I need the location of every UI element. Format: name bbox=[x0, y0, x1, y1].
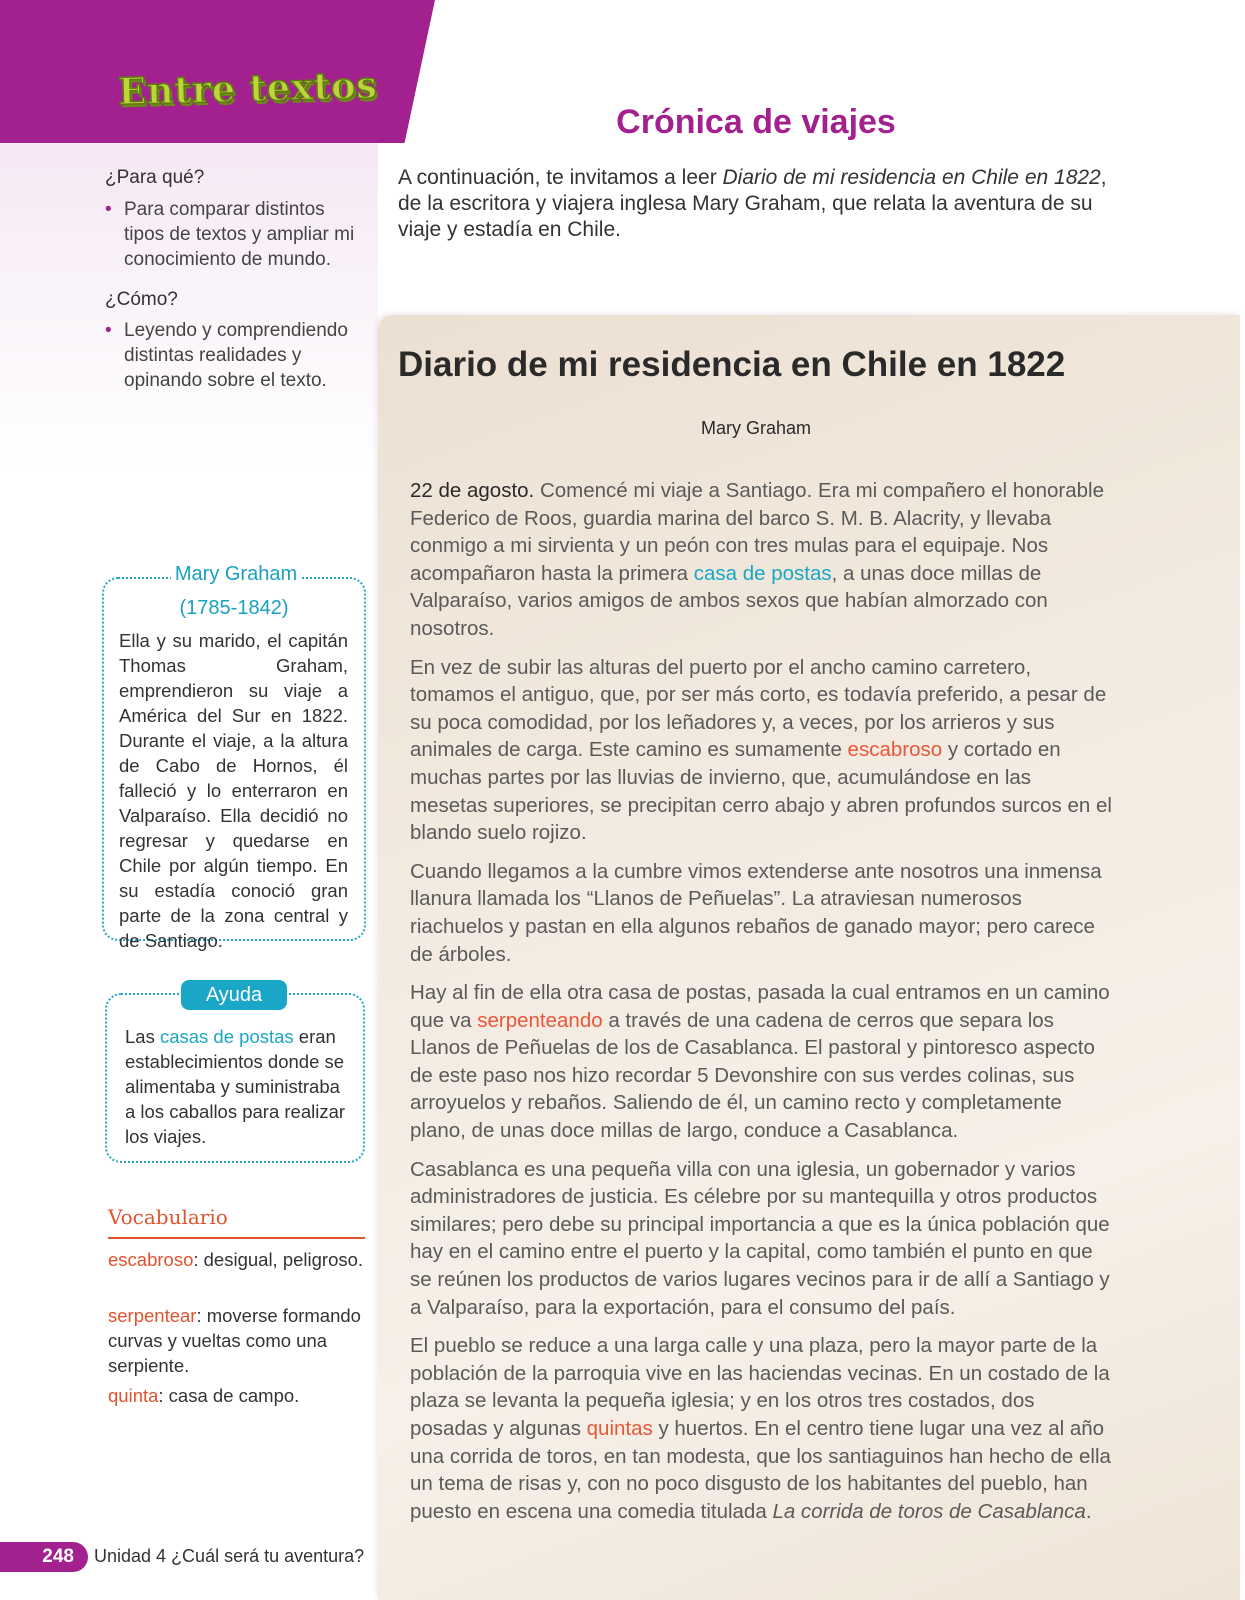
diary-paragraph: Cuando llegamos a la cumbre vimos extenderse ante nosotros una inmensa llanura llamada los “Llanos de Peñuelas”. La atraviesan numerosos riachuelos y pastan en ella algunos rebaños de ganado mayor; pero carece de árboles. bbox=[410, 859, 1102, 966]
bio-name: Mary Graham bbox=[106, 563, 366, 586]
diary-paragraph: Casablanca es una pequeña villa con una iglesia, un gobernador y varios administradores de justicia. Es célebre por su mantequilla y otros productos similares; pero debe su principal importancia a que es la única población que hay en el camino entre el puerto y la capital, como también el punto en que se reúnen los productos de varios lugares vecinos para ir de allí a Santiago y a Valparaíso, para la exportación, para el consumo del país. bbox=[410, 1157, 1110, 1319]
unit-label: Unidad 4 bbox=[94, 1546, 167, 1566]
diary-body bbox=[410, 477, 1114, 1536]
diary-paragraph: Hay al fin de ella otra casa de postas, pasada la cual entramos en un camino que va serpenteando a través de una cadena de cerros que separa los Llanos de Peñuelas de los de Casablanca. El pastoral y pintoresco aspecto de este paso nos hizo recordar 5 Devonshire con sus verdes colinas, sus arroyuelos y rebaños. Saliendo de él, un camino recto y completamente plano, de unas doce millas de largo, conduce a Casablanca. bbox=[410, 981, 1110, 1143]
diary-title: Diario de mi residencia en Chile en 1822 bbox=[398, 345, 1066, 384]
section-brand: Entre textos bbox=[117, 62, 378, 114]
vocabulary-title: Vocabulario bbox=[108, 1205, 228, 1229]
diary-author: Mary Graham bbox=[700, 418, 812, 438]
vocab-term: escabroso bbox=[108, 1249, 194, 1270]
vocab-highlight: serpenteando bbox=[477, 1008, 603, 1032]
purpose-list bbox=[105, 197, 365, 272]
page-number: 248 bbox=[0, 1542, 88, 1572]
help-text: Las casas de postas eran establecimientos donde se alimentaba y suministraba a los caballos para realizar los viajes. bbox=[125, 1026, 346, 1147]
diary-paragraph: 22 de agosto. Comencé mi viaje a Santiago. Era mi compañero el honorable Federico de Roos, guardia marina del barco S. M. B. Alacrity, y llevaba conmigo a mi sirvienta y un peón con tres mulas para el equipaje. Nos acompañaron hasta la primera casa de postas, a unas doce millas de Valparaíso, varios amigos de ambos sexos que habían almorzado con nosotros. bbox=[410, 479, 1104, 640]
play-title: La corrida de toros de Casablanca bbox=[772, 1499, 1086, 1523]
diary-paragraph: El pueblo se reduce a una larga calle y una plaza, pero la mayor parte de la población de la parroquia vive en las haciendas vecinas. En un costado de la plaza se levanta la pequeña iglesia; y en los otros tres costados, dos posadas y algunas quintas y huertos. En el centro tiene lugar una vez al año una corrida de toros, en tan modesta, que los santiaguinos han hecho de ella un tema de risas y, con no poco disgusto de los habitantes del pueblo, han puesto en escena una comedia titulada La corrida de toros de Casablanca. bbox=[410, 1334, 1111, 1523]
bullet-icon: • bbox=[105, 199, 112, 220]
vocab-item: escabroso: desigual, peligroso. bbox=[108, 1249, 364, 1270]
vocab-item: serpentear: moverse formando curvas y vueltas como una serpiente. bbox=[108, 1305, 361, 1376]
intro-paragraph: A continuación, te invitamos a leer Diario de mi residencia en Chile en 1822, de la escritora y viajera inglesa Mary Graham, que relata la aventura de su viaje y estadía en Chile. bbox=[398, 166, 1107, 241]
vocabulary-divider bbox=[108, 1237, 365, 1239]
vocab-term: serpentear bbox=[108, 1305, 197, 1326]
vocab-term: quinta bbox=[108, 1385, 159, 1406]
page-title: Crónica de viajes bbox=[616, 103, 896, 141]
bio-years: (1785-1842) bbox=[179, 597, 289, 619]
diary-date: 22 de agosto. bbox=[410, 479, 535, 502]
purpose-item: • Para comparar distintos tipos de textos y ampliar mi conocimiento de mundo. bbox=[105, 199, 355, 270]
intro-book-title: Diario de mi residencia en Chile en 1822 bbox=[722, 166, 1101, 189]
vocab-highlight: escabroso bbox=[847, 738, 943, 762]
help-term: casas de postas bbox=[159, 1026, 294, 1047]
purpose-question: ¿Para qué? bbox=[105, 167, 205, 188]
how-question: ¿Cómo? bbox=[105, 289, 178, 310]
how-item: • Leyendo y comprendiendo distintas realidades y opinando sobre el texto. bbox=[105, 320, 348, 391]
unit-title: ¿Cuál será tu aventura? bbox=[171, 1546, 365, 1566]
vocab-highlight: quintas bbox=[586, 1417, 653, 1440]
footer-unit bbox=[94, 1546, 364, 1567]
how-list bbox=[105, 318, 365, 393]
help-badge: Ayuda bbox=[181, 980, 287, 1010]
diary-paragraph: En vez de subir las alturas del puerto por el ancho camino carretero, tomamos el antiguo, que, por ser más corto, es todavía preferido, a pesar de su poca comodidad, por los leñadores y, a veces, por los arrieros y sus animales de carga. Este camino es sumamente escabroso y cortado en muchas partes por las lluvias de invierno, que, acumulándose en las mesetas superiores, se precipitan cerro abajo y abren profundos surcos en el blando suelo rojizo. bbox=[410, 655, 1112, 845]
vocab-item: quinta: casa de campo. bbox=[108, 1385, 300, 1406]
bullet-icon: • bbox=[105, 320, 112, 341]
bio-text: Ella y su marido, el capitán Thomas Graham, emprendieron su viaje a América del Sur en 1822. Durante el viaje, a la altura de Cabo de Hornos, él falleció y lo enterraron en Valparaíso. Ella decidió no regresar y quedarse en Chile por algún tiempo. En su estadía conoció gran parte de la zona central y de Santiago. bbox=[119, 630, 348, 951]
glossary-term: casa de postas bbox=[693, 561, 832, 585]
